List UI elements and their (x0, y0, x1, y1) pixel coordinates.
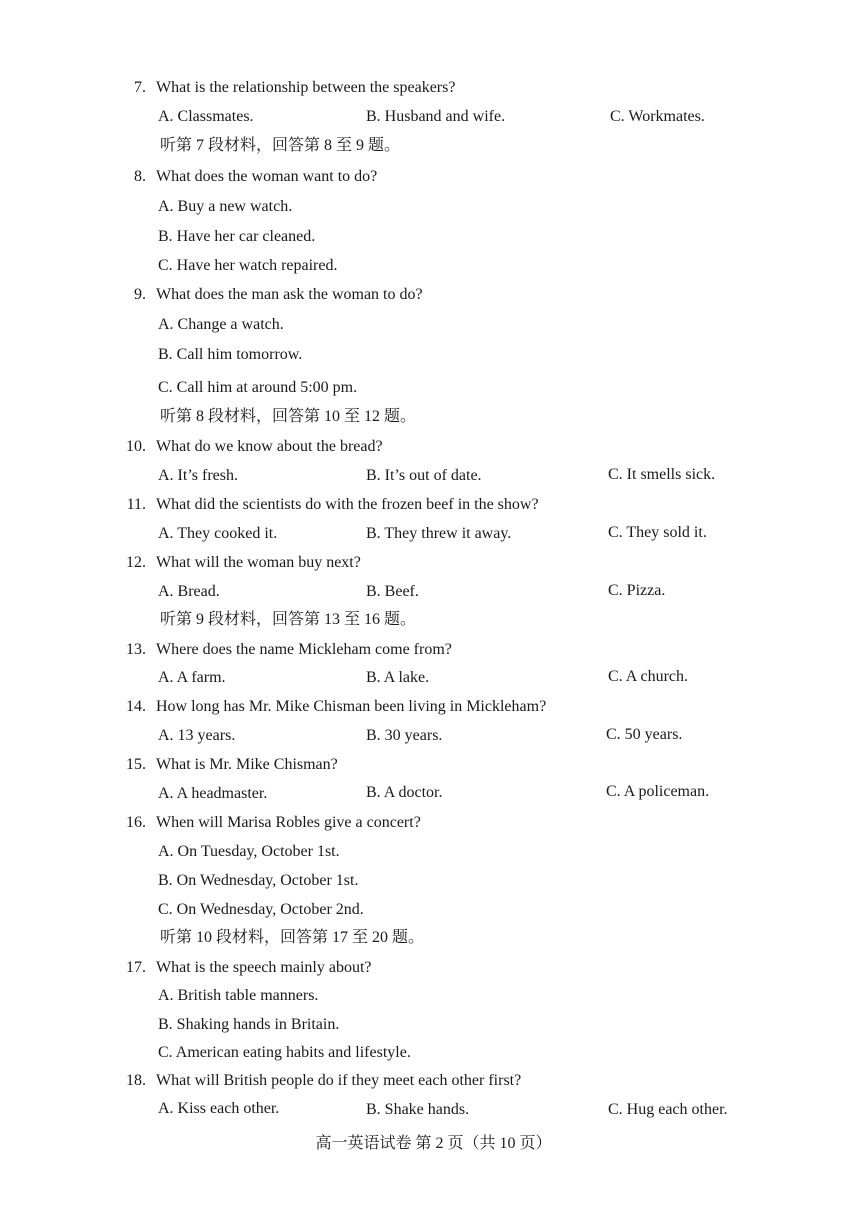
option-b: B. They threw it away. (366, 525, 512, 542)
option-a: A. Buy a new watch. (158, 198, 293, 215)
question-number: 13. (126, 641, 146, 658)
section-instruction: 听第 7 段材料，回答第 8 至 9 题。 (160, 137, 401, 154)
option-b: B. Have her car cleaned. (158, 228, 316, 245)
option-c: C. A church. (608, 668, 688, 685)
question-text: How long has Mr. Mike Chisman been living in Mickleham? (156, 698, 547, 715)
question-number: 9. (134, 286, 146, 303)
option-b: B. Husband and wife. (366, 108, 506, 125)
option-a: A. A headmaster. (158, 785, 268, 802)
question-number: 7. (134, 79, 146, 96)
option-c: C. They sold it. (608, 524, 707, 541)
question-text: What did the scientists do with the frozen beef in the show? (156, 496, 539, 513)
section-instruction: 听第 8 段材料，回答第 10 至 12 题。 (160, 408, 417, 425)
question-text: When will Marisa Robles give a concert? (156, 814, 421, 831)
option-b: B. Shake hands. (366, 1101, 470, 1118)
option-c: C. 50 years. (606, 726, 683, 743)
option-c: C. On Wednesday, October 2nd. (158, 901, 364, 918)
question-number: 15. (126, 756, 146, 773)
option-a: A. It’s fresh. (158, 467, 238, 484)
option-c: C. Call him at around 5:00 pm. (158, 379, 358, 396)
option-a: A. A farm. (158, 669, 226, 686)
question-text: What does the man ask the woman to do? (156, 286, 423, 303)
option-b: B. Beef. (366, 583, 419, 600)
option-a: A. Change a watch. (158, 316, 284, 333)
option-c: C. Hug each other. (608, 1101, 728, 1118)
question-text: What will the woman buy next? (156, 554, 361, 571)
option-b: B. On Wednesday, October 1st. (158, 872, 359, 889)
option-c: C. A policeman. (606, 783, 710, 800)
question-text: What do we know about the bread? (156, 438, 383, 455)
section-instruction: 听第 10 段材料，回答第 17 至 20 题。 (160, 929, 425, 946)
option-c: C. American eating habits and lifestyle. (158, 1044, 411, 1061)
question-number: 18. (126, 1072, 146, 1089)
option-a: A. Classmates. (158, 108, 254, 125)
section-instruction: 听第 9 段材料，回答第 13 至 16 题。 (160, 611, 417, 628)
option-a: A. Kiss each other. (158, 1100, 280, 1117)
option-a: A. Bread. (158, 583, 220, 600)
question-number: 16. (126, 814, 146, 831)
page-footer: 高一英语试卷 第 2 页（共 10 页） (315, 1135, 552, 1152)
option-c: C. Pizza. (608, 582, 666, 599)
option-b: B. Call him tomorrow. (158, 346, 303, 363)
question-text: What is Mr. Mike Chisman? (156, 756, 338, 773)
option-a: A. On Tuesday, October 1st. (158, 843, 340, 860)
question-number: 10. (126, 438, 146, 455)
question-text: Where does the name Mickleham come from? (156, 641, 452, 658)
question-text: What is the relationship between the speakers? (156, 79, 456, 96)
option-a: A. 13 years. (158, 727, 236, 744)
option-c: C. Workmates. (610, 108, 705, 125)
question-text: What does the woman want to do? (156, 168, 378, 185)
option-b: B. It’s out of date. (366, 467, 482, 484)
option-b: B. A doctor. (366, 784, 443, 801)
option-b: B. A lake. (366, 669, 430, 686)
question-number: 11. (126, 496, 146, 513)
option-c: C. It smells sick. (608, 466, 716, 483)
option-b: B. Shaking hands in Britain. (158, 1016, 340, 1033)
question-text: What is the speech mainly about? (156, 959, 372, 976)
option-a: A. They cooked it. (158, 525, 278, 542)
option-a: A. British table manners. (158, 987, 319, 1004)
question-number: 12. (126, 554, 146, 571)
question-text: What will British people do if they meet each other first? (156, 1072, 522, 1089)
question-number: 14. (126, 698, 146, 715)
option-c: C. Have her watch repaired. (158, 257, 338, 274)
question-number: 8. (134, 168, 146, 185)
question-number: 17. (126, 959, 146, 976)
option-b: B. 30 years. (366, 727, 443, 744)
